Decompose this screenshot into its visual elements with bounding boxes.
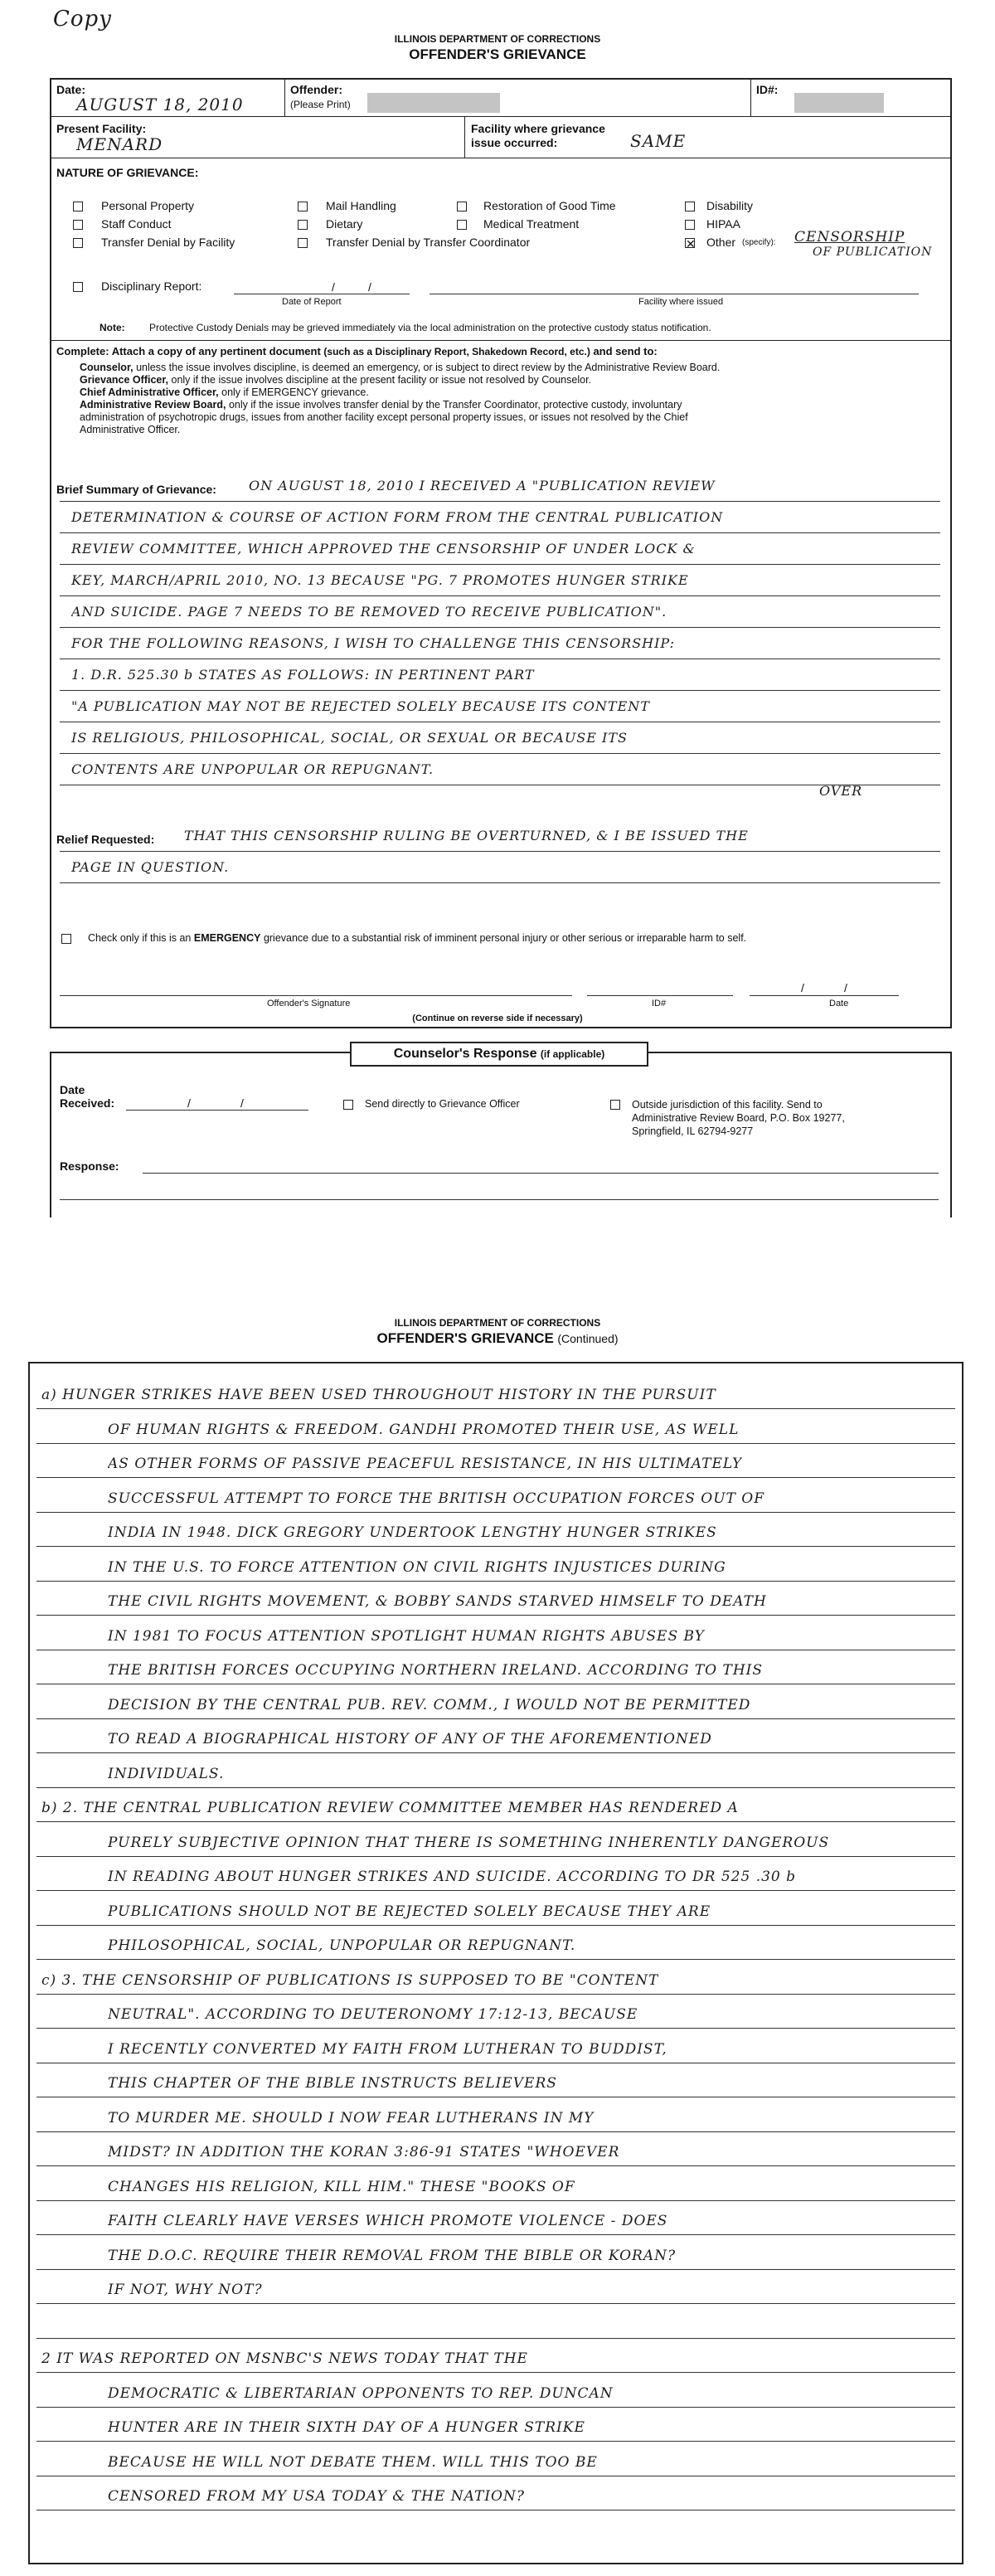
response-line-2[interactable] [60, 1199, 939, 1200]
ruled-line [36, 2441, 955, 2442]
send-grievance-officer-checkbox[interactable] [343, 1100, 353, 1110]
facility-issued-label: Facility where issued [638, 297, 724, 307]
handwritten-line: CONTENTS ARE UNPOPULAR OR REPUGNANT. [71, 761, 434, 777]
present-facility-value[interactable]: MENARD [76, 134, 163, 154]
ruled-line [36, 1752, 955, 1753]
handwritten-line: PURELY SUBJECTIVE OPINION THAT THERE IS SOMETHING INHERENTLY DANGEROUS [108, 1834, 830, 1851]
signature-line[interactable] [60, 995, 572, 996]
sig-date-line[interactable] [750, 995, 899, 996]
staff-conduct-label: Staff Conduct [101, 217, 172, 231]
mail-handling-checkbox[interactable] [298, 202, 308, 211]
handwritten-line: THIS CHAPTER OF THE BIBLE INSTRUCTS BELIEVERS [108, 2075, 557, 2092]
sig-date-label: Date [829, 999, 849, 1009]
note-text: Protective Custody Denials may be grieved immediately via the local administration on the protective custody status notification. [149, 322, 711, 333]
outside-line-2: Administrative Review Board, P.O. Box 19277, [632, 1112, 845, 1124]
emergency-checkbox[interactable] [61, 934, 71, 944]
emergency-text-1: Check only [88, 932, 139, 944]
offender-label: Offender: [290, 83, 342, 96]
disciplinary-label: Disciplinary Report: [101, 279, 202, 293]
facility-occurred-value[interactable]: SAME [630, 131, 687, 151]
handwritten-line: IS RELIGIOUS, PHILOSOPHICAL, SOCIAL, OR SEXUAL OR BECAUSE ITS [71, 730, 628, 746]
dietary-checkbox[interactable] [298, 220, 308, 230]
ruled-line [36, 2407, 955, 2408]
ruled-line [36, 2165, 955, 2166]
counselor-text: unless the issue involves discipline, is deemed an emergency, or is subject to direct review by the Administrative Review Board. [136, 362, 721, 373]
handwritten-line: THAT THIS CENSORSHIP RULING BE OVERTURNED, & I BE ISSUED THE [184, 828, 749, 843]
ruled-line [36, 2338, 955, 2339]
ruled-line [60, 753, 940, 754]
handwritten-line: OF HUMAN RIGHTS & FREEDOM. GANDHI PROMOTED THEIR USE, AS WELL [108, 1421, 740, 1438]
handwritten-line: PUBLICATIONS SHOULD NOT BE REJECTED SOLELY BECAUSE THEY ARE [108, 1903, 711, 1920]
emergency-word: EMERGENCY [193, 932, 261, 944]
date-received-line[interactable] [126, 1110, 308, 1111]
other-label: Other [706, 236, 736, 249]
ruled-line [60, 627, 940, 628]
counselor-response-paren: (if applicable) [540, 1048, 605, 1060]
transfer-coordinator-checkbox[interactable] [298, 238, 308, 248]
handwritten-line: KEY, MARCH/APRIL 2010, NO. 13 BECAUSE "PG. 7 PROMOTES HUNGER STRIKE [71, 572, 689, 588]
ruled-line [36, 1443, 955, 1444]
handwritten-line: DEMOCRATIC & LIBERTARIAN OPPONENTS TO REP. DUNCAN [108, 2384, 614, 2402]
handwritten-line: "A PUBLICATION MAY NOT BE REJECTED SOLELY BECAUSE ITS CONTENT [71, 698, 650, 714]
other-checkbox-checked[interactable]: ✕ [686, 237, 696, 250]
ruled-line [36, 1615, 955, 1616]
ruled-line [36, 1512, 955, 1513]
note-label: Note: [100, 322, 125, 333]
restoration-checkbox[interactable] [457, 202, 467, 211]
ruled-line [60, 564, 940, 565]
handwritten-line: INDIVIDUALS. [108, 1765, 225, 1782]
hipaa-label: HIPAA [706, 217, 740, 231]
outside-jurisdiction-checkbox[interactable] [610, 1100, 620, 1110]
disability-checkbox[interactable] [685, 202, 695, 211]
other-specify-value[interactable]: CENSORSHIP [794, 229, 905, 245]
ruled-line [60, 595, 940, 596]
personal-property-checkbox[interactable] [73, 202, 83, 211]
handwritten-line: TO MURDER ME. SHOULD I NOW FEAR LUTHERANS IN MY [108, 2109, 595, 2126]
medical-label: Medical Treatment [483, 217, 580, 231]
emergency-text-2: if this is an [142, 932, 192, 944]
handwritten-line: FAITH CLEARLY HAVE VERSES WHICH PROMOTE VIOLENCE - DOES [108, 2213, 668, 2229]
handwritten-line: BECAUSE HE WILL NOT DEBATE THEM. WILL THIS TOO BE [108, 2453, 598, 2471]
corner-note: Copy [53, 7, 112, 32]
relief-label: Relief Requested: [56, 833, 155, 846]
ruled-line [36, 1959, 955, 1960]
id-redaction [794, 93, 884, 113]
page2-agency-header: ILLINOIS DEPARTMENT OF CORRECTIONS [394, 1317, 601, 1329]
hipaa-checkbox[interactable] [685, 220, 695, 230]
ruled-line [36, 2028, 955, 2029]
handwritten-line: REVIEW COMMITTEE, WHICH APPROVED THE CENSORSHIP OF UNDER LOCK & [71, 541, 696, 557]
handwritten-line: IN THE U.S. TO FORCE ATTENTION ON CIVIL RIGHTS INJUSTICES DURING [108, 1558, 726, 1576]
ruled-line [36, 1890, 955, 1891]
ruled-line [36, 2269, 955, 2270]
grievance-officer-text: only if the issue involves discipline at the present facility or issue not resolved by Counselor. [171, 374, 592, 386]
handwritten-line: SUCCESSFUL ATTEMPT TO FORCE THE BRITISH OCCUPATION FORCES OUT OF [108, 1490, 765, 1507]
handwritten-line: HUNTER ARE IN THEIR SIXTH DAY OF A HUNGER STRIKE [108, 2419, 585, 2436]
ruled-line [36, 1856, 955, 1857]
handwritten-line: THE CIVIL RIGHTS MOVEMENT, & BOBBY SANDS STARVED HIMSELF TO DEATH [108, 1593, 767, 1610]
ruled-line [36, 1477, 955, 1478]
handwritten-line: INDIA IN 1948. DICK GREGORY UNDERTOOK LENGTHY HUNGER STRIKES [108, 1524, 717, 1541]
date-of-report-label: Date of Report [282, 297, 342, 307]
ruled-line [36, 1787, 955, 1788]
send-grievance-officer-label: Send directly to Grievance Officer [365, 1098, 520, 1110]
complete-tail: and send to: [593, 345, 658, 357]
cao-label: Chief Administrative Officer, [80, 386, 219, 398]
medical-checkbox[interactable] [457, 220, 467, 230]
ruled-line [36, 1718, 955, 1719]
id-label: ID#: [756, 83, 779, 96]
handwritten-line: IN READING ABOUT HUNGER STRIKES AND SUICIDE. ACCORDING TO DR 525 .30 b [108, 1869, 797, 1885]
continuation-frame [28, 1362, 963, 2564]
date-received-label: Date [60, 1083, 85, 1096]
present-facility-label: Present Facility: [56, 122, 147, 135]
handwritten-line: c) 3. THE CENSORSHIP OF PUBLICATIONS IS SUPPOSED TO BE "CONTENT [41, 1971, 659, 1989]
continue-note: (Continue on reverse side if necessary) [412, 1013, 583, 1023]
handwritten-line: 1. D.R. 525.30 b STATES AS FOLLOWS: IN PERTINENT PART [71, 667, 535, 683]
ruled-line [60, 851, 940, 852]
handwritten-line: 2 IT WAS REPORTED ON MSNBC'S NEWS TODAY THAT THE [41, 2350, 528, 2367]
ruled-line [36, 1925, 955, 1926]
staff-conduct-checkbox[interactable] [73, 220, 83, 230]
outside-line-3: Springfield, IL 62794-9277 [632, 1125, 754, 1137]
over-note: OVER [819, 783, 863, 799]
ruled-line [36, 1994, 955, 1995]
sig-id-label: ID# [652, 999, 667, 1009]
handwritten-line: CHANGES HIS RELIGION, KILL HIM." THESE "BOOKS OF [108, 2178, 575, 2195]
arb-text-1: only if the issue involves transfer denial by the Transfer Coordinator, protective custody, involuntary [228, 399, 682, 411]
page2-title: OFFENDER'S GRIEVANCE [376, 1330, 554, 1346]
handwritten-line: DETERMINATION & COURSE OF ACTION FORM FROM THE CENTRAL PUBLICATION [71, 509, 724, 525]
summary-label: Brief Summary of Grievance: [56, 483, 216, 496]
cao-text: only if EMERGENCY grievance. [221, 386, 369, 398]
ruled-line [36, 2234, 955, 2235]
ruled-line [36, 2303, 955, 2304]
ruled-line [36, 1408, 955, 1409]
counselor-response-title: Counselor's Response [393, 1047, 537, 1061]
dietary-label: Dietary [326, 217, 363, 231]
handwritten-line: CENSORED FROM MY USA TODAY & THE NATION? [108, 2488, 525, 2505]
counselor-label: Counselor, [80, 362, 133, 373]
disability-label: Disability [706, 199, 754, 212]
transfer-facility-checkbox[interactable] [73, 238, 83, 248]
date-value[interactable]: AUGUST 18, 2010 [76, 95, 244, 114]
ruled-line [36, 1546, 955, 1547]
transfer-facility-label: Transfer Denial by Facility [101, 236, 235, 249]
ruled-line [36, 2131, 955, 2132]
handwritten-line: PHILOSOPHICAL, SOCIAL, UNPOPULAR OR REPUGNANT. [108, 1937, 576, 1954]
ruled-line [60, 501, 940, 502]
nature-label: NATURE OF GRIEVANCE: [56, 166, 199, 179]
ruled-line [60, 532, 940, 533]
signature-label: Offender's Signature [267, 999, 351, 1009]
ruled-line [60, 690, 940, 691]
restoration-label: Restoration of Good Time [483, 199, 616, 212]
outside-jurisdiction-label: Outside jurisdiction of this facility. Send to [632, 1099, 823, 1111]
ruled-line [36, 2372, 955, 2373]
handwritten-line: IF NOT, WHY NOT? [108, 2282, 263, 2298]
response-line-1[interactable] [143, 1173, 939, 1174]
ruled-line [60, 882, 940, 883]
handwritten-line: AND SUICIDE. PAGE 7 NEEDS TO BE REMOVED TO RECEIVE PUBLICATION". [71, 604, 667, 620]
handwritten-line: FOR THE FOLLOWING REASONS, I WISH TO CHALLENGE THIS CENSORSHIP: [71, 635, 676, 651]
handwritten-line: TO READ A BIOGRAPHICAL HISTORY OF ANY OF THE AFOREMENTIONED [108, 1731, 712, 1747]
complete-label: Complete: Attach a copy of any pertinent document [56, 345, 321, 357]
handwritten-line: PAGE IN QUESTION. [71, 859, 230, 875]
counselor-response-title-box [350, 1042, 648, 1067]
handwritten-line: I RECENTLY CONVERTED MY FAITH FROM LUTHERAN TO BUDDIST, [108, 2040, 667, 2058]
offender-hint: (Please Print) [290, 99, 351, 110]
grievance-officer-label: Grievance Officer, [80, 374, 169, 386]
offender-name-redaction [367, 93, 500, 113]
form-title: OFFENDER'S GRIEVANCE [409, 46, 586, 62]
date-label: Date: [56, 83, 86, 96]
ruled-line [36, 1581, 955, 1582]
handwritten-line: THE D.O.C. REQUIRE THEIR REMOVAL FROM THE BIBLE OR KORAN? [108, 2247, 677, 2264]
ruled-line [36, 2200, 955, 2201]
handwritten-line: a) HUNGER STRIKES HAVE BEEN USED THROUGHOUT HISTORY IN THE PURSUIT [41, 1387, 716, 1403]
facility-occurred-label: Facility where grievance issue occurred: [471, 122, 605, 149]
ruled-line [36, 1821, 955, 1822]
handwritten-line: ON AUGUST 18, 2010 I RECEIVED A "PUBLICATION REVIEW [249, 478, 716, 493]
transfer-coordinator-label: Transfer Denial by Transfer Coordinator [326, 236, 531, 249]
other-specify-value-2[interactable]: OF PUBLICATION [813, 245, 933, 259]
handwritten-line: AS OTHER FORMS OF PASSIVE PEACEFUL RESISTANCE, IN HIS ULTIMATELY [108, 1456, 743, 1472]
handwritten-line: IN 1981 TO FOCUS ATTENTION SPOTLIGHT HUMAN RIGHTS ABUSES BY [108, 1627, 705, 1645]
personal-property-label: Personal Property [101, 199, 195, 212]
handwritten-line: b) 2. THE CENTRAL PUBLICATION REVIEW COMMITTEE MEMBER HAS RENDERED A [41, 1800, 739, 1816]
sig-id-line[interactable] [587, 995, 733, 996]
mail-handling-label: Mail Handling [326, 199, 396, 212]
handwritten-line: DECISION BY THE CENTRAL PUB. REV. COMM., I WOULD NOT BE PERMITTED [108, 1696, 751, 1713]
handwritten-line: MIDST? IN ADDITION THE KORAN 3:86-91 STATES "WHOEVER [108, 2144, 620, 2160]
arb-text-2: administration of psychotropic drugs, issues from another facility except personal property issues, or issues not resolved by the Chief [80, 411, 688, 423]
complete-paren: (such as a Disciplinary Report, Shakedown Record, etc.) [323, 346, 590, 357]
disciplinary-checkbox[interactable] [73, 282, 83, 292]
other-specify-label: (specify): [742, 238, 776, 247]
response-label: Response: [60, 1159, 119, 1173]
page2-title-suffix: (Continued) [557, 1332, 619, 1345]
handwritten-line: NEUTRAL". ACCORDING TO DEUTERONOMY 17:12-13, BECAUSE [108, 2006, 638, 2023]
emergency-text-3: grievance due to a substantial risk of imminent personal injury or other serious or irreparable harm to self. [263, 932, 747, 944]
arb-text-3: Administrative Officer. [80, 424, 181, 435]
date-received-label-2: Received: [60, 1096, 115, 1110]
arb-label: Administrative Review Board, [80, 399, 226, 411]
agency-header: ILLINOIS DEPARTMENT OF CORRECTIONS [394, 33, 601, 45]
handwritten-line: THE BRITISH FORCES OCCUPYING NORTHERN IRELAND. ACCORDING TO THIS [108, 1662, 764, 1679]
